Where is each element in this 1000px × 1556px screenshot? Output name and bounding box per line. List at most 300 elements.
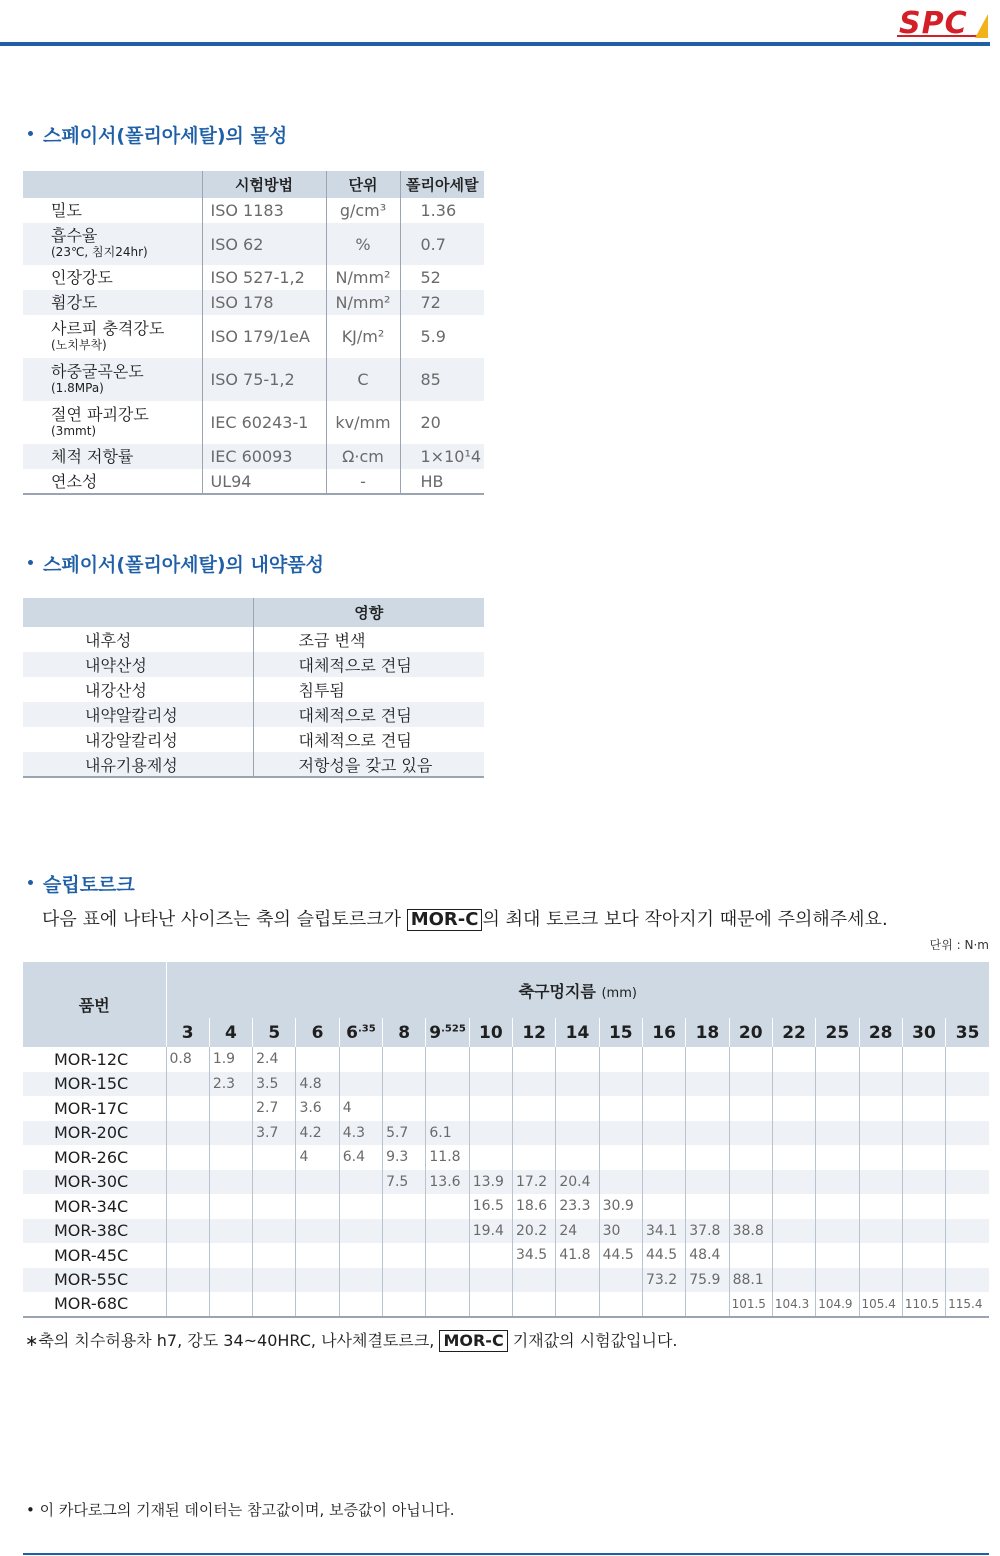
property-name: 밀도 <box>51 201 82 220</box>
torque-value <box>296 1170 339 1195</box>
torque-value <box>426 1072 469 1097</box>
property-name: 연소성 <box>51 471 98 491</box>
torque-value <box>513 1121 556 1146</box>
torque-value: 101.5 <box>729 1292 772 1317</box>
size-header <box>772 1018 815 1047</box>
torque-value: 38.8 <box>729 1219 772 1244</box>
resistance-type: 내강산성 <box>85 681 147 700</box>
torque-value <box>209 1292 252 1317</box>
torque-value <box>902 1170 945 1195</box>
torque-value <box>469 1096 512 1121</box>
size-label: 5 <box>268 1022 281 1043</box>
size-label: 3 <box>181 1022 194 1043</box>
property-value: 5.9 <box>400 315 484 358</box>
unit-value: kv/mm <box>326 401 400 444</box>
unit-value: - <box>326 469 400 494</box>
properties-table <box>23 171 484 495</box>
section-title-properties <box>28 121 287 148</box>
torque-row <box>23 1219 989 1244</box>
torque-value <box>729 1194 772 1219</box>
torque-value <box>729 1145 772 1170</box>
torque-value <box>729 1072 772 1097</box>
torque-value <box>253 1268 296 1293</box>
torque-value: 48.4 <box>686 1243 729 1268</box>
size-header <box>642 1018 685 1047</box>
torque-value <box>816 1194 859 1219</box>
torque-value <box>816 1268 859 1293</box>
torque-value <box>729 1096 772 1121</box>
torque-value: 30.9 <box>599 1194 642 1219</box>
property-row <box>23 444 484 469</box>
torque-value <box>729 1047 772 1072</box>
torque-value <box>816 1243 859 1268</box>
torque-value <box>469 1243 512 1268</box>
desc-boxed-model: MOR-C <box>407 909 483 931</box>
torque-value <box>729 1170 772 1195</box>
torque-value <box>166 1072 209 1097</box>
size-label: 10 <box>479 1022 503 1043</box>
torque-value: 18.6 <box>513 1194 556 1219</box>
bullet-icon <box>28 880 33 885</box>
torque-value <box>642 1292 685 1317</box>
torque-value <box>166 1268 209 1293</box>
torque-value <box>166 1121 209 1146</box>
torque-value <box>469 1268 512 1293</box>
torque-value <box>253 1219 296 1244</box>
torque-value <box>469 1292 512 1317</box>
torque-value <box>816 1047 859 1072</box>
torque-value: 17.2 <box>513 1170 556 1195</box>
torque-value <box>816 1072 859 1097</box>
torque-value: 105.4 <box>859 1292 902 1317</box>
torque-row <box>23 1047 989 1072</box>
torque-value <box>772 1047 815 1072</box>
torque-value: 13.9 <box>469 1170 512 1195</box>
resistance-type: 내약산성 <box>23 652 253 677</box>
logo-text: SPC <box>899 6 968 40</box>
torque-value: 37.8 <box>686 1219 729 1244</box>
torque-value <box>383 1292 426 1317</box>
header-unit: 단위 <box>326 171 400 198</box>
torque-value <box>902 1072 945 1097</box>
chemical-row <box>23 702 484 727</box>
torque-value <box>599 1096 642 1121</box>
size-label: 30 <box>912 1022 936 1043</box>
size-header <box>902 1018 945 1047</box>
section-title-text: 스페이서(폴리아세탈)의 내약품성 <box>43 554 324 576</box>
header-rule <box>0 42 990 46</box>
size-header <box>339 1018 382 1047</box>
torque-value <box>513 1096 556 1121</box>
torque-value <box>859 1268 902 1293</box>
product-code: MOR-30C <box>23 1170 166 1195</box>
spc-logo <box>893 2 990 40</box>
torque-value <box>729 1121 772 1146</box>
product-code: MOR-68C <box>23 1292 166 1317</box>
size-header <box>296 1018 339 1047</box>
torque-value <box>772 1170 815 1195</box>
property-name-cell <box>23 315 202 358</box>
torque-value: 4 <box>339 1096 382 1121</box>
resistance-effect: 침투됨 <box>253 677 484 702</box>
torque-value <box>166 1170 209 1195</box>
torque-value <box>946 1121 989 1146</box>
resistance-type: 내유기용제성 <box>23 752 253 777</box>
torque-value <box>339 1219 382 1244</box>
torque-value <box>296 1268 339 1293</box>
size-label: 22 <box>782 1022 806 1043</box>
torque-value <box>859 1170 902 1195</box>
torque-row <box>23 1121 989 1146</box>
footnote-boxed-model: MOR-C <box>439 1330 507 1352</box>
torque-value: 5.7 <box>383 1121 426 1146</box>
torque-value: 3.7 <box>253 1121 296 1146</box>
torque-value <box>946 1072 989 1097</box>
slip-torque-description <box>42 905 888 931</box>
resistance-effect: 대체적으로 견딤 <box>253 702 484 727</box>
torque-value <box>642 1072 685 1097</box>
torque-row <box>23 1243 989 1268</box>
torque-value <box>383 1268 426 1293</box>
torque-value: 4.3 <box>339 1121 382 1146</box>
size-header <box>383 1018 426 1047</box>
torque-value: 2.4 <box>253 1047 296 1072</box>
torque-value <box>253 1145 296 1170</box>
test-method: IEC 60243-1 <box>202 401 326 444</box>
torque-value <box>339 1292 382 1317</box>
size-label: 35 <box>955 1022 980 1043</box>
torque-value <box>209 1121 252 1146</box>
unit-value: N/mm² <box>326 290 400 315</box>
torque-value <box>902 1219 945 1244</box>
property-name: 체적 저항률 <box>51 447 134 466</box>
unit-value: C <box>326 358 400 401</box>
size-header <box>469 1018 512 1047</box>
torque-value: 4.8 <box>296 1072 339 1097</box>
torque-value <box>642 1194 685 1219</box>
size-label: 9 <box>429 1022 442 1043</box>
torque-value: 75.9 <box>686 1268 729 1293</box>
header-product: 품번 <box>23 962 166 1047</box>
size-label: 20 <box>738 1022 763 1043</box>
section-title-text: 스페이서(폴리아세탈)의 물성 <box>43 125 288 147</box>
torque-value <box>599 1121 642 1146</box>
torque-value <box>426 1219 469 1244</box>
torque-value <box>902 1145 945 1170</box>
product-code: MOR-26C <box>54 1147 129 1167</box>
torque-value <box>296 1194 339 1219</box>
property-name: 흡수율 <box>51 226 98 245</box>
size-label: 8 <box>398 1022 411 1043</box>
size-header <box>599 1018 642 1047</box>
torque-row <box>23 1170 989 1195</box>
torque-value <box>772 1243 815 1268</box>
product-code: MOR-45C <box>54 1245 129 1265</box>
torque-value <box>513 1268 556 1293</box>
torque-value: 11.8 <box>426 1145 469 1170</box>
torque-value <box>772 1194 815 1219</box>
chemical-row <box>23 752 484 777</box>
size-fraction: .525 <box>441 1022 466 1034</box>
unit-value: g/cm³ <box>326 198 400 223</box>
torque-value <box>599 1047 642 1072</box>
torque-value: 3.5 <box>253 1072 296 1097</box>
resistance-effect: 저항성을 갖고 있음 <box>253 752 484 777</box>
torque-value: 20.2 <box>513 1219 556 1244</box>
property-row <box>23 315 484 358</box>
torque-value <box>383 1047 426 1072</box>
torque-value <box>339 1243 382 1268</box>
product-code: MOR-38C <box>23 1219 166 1244</box>
torque-value <box>686 1072 729 1097</box>
torque-value <box>599 1145 642 1170</box>
torque-value: 23.3 <box>556 1194 599 1219</box>
property-name-cell <box>23 265 202 290</box>
torque-value: 0.8 <box>166 1047 209 1072</box>
torque-value: 88.1 <box>729 1268 772 1293</box>
test-method: IEC 60093 <box>202 444 326 469</box>
test-method: ISO 75-1,2 <box>202 358 326 401</box>
torque-value <box>859 1145 902 1170</box>
torque-value <box>513 1047 556 1072</box>
unit-label: 단위 : N·m <box>929 938 989 952</box>
torque-row <box>23 1268 989 1293</box>
torque-value <box>556 1145 599 1170</box>
property-condition: (23℃, 침지24hr) <box>51 245 148 259</box>
property-name-cell <box>23 290 202 315</box>
chemical-row <box>23 677 484 702</box>
torque-value <box>772 1219 815 1244</box>
size-label: 28 <box>868 1022 893 1043</box>
property-condition: (노치부착) <box>51 337 107 352</box>
torque-value <box>946 1047 989 1072</box>
torque-value <box>816 1145 859 1170</box>
chemical-row <box>23 727 484 752</box>
desc-text: 다음 표에 나타난 사이즈는 축의 슬립토르크가 <box>42 909 407 930</box>
property-row <box>23 290 484 315</box>
torque-value: 19.4 <box>469 1219 512 1244</box>
unit-value: N/mm² <box>326 265 400 290</box>
header-group-unit: (mm) <box>601 985 637 1001</box>
size-label: 6 <box>311 1022 324 1043</box>
torque-value <box>209 1243 252 1268</box>
property-value: 52 <box>400 265 484 290</box>
torque-value <box>253 1292 296 1317</box>
torque-value <box>253 1170 296 1195</box>
torque-value <box>902 1243 945 1268</box>
size-header <box>209 1018 252 1047</box>
disclaimer-notice: • 이 카다로그의 기재된 데이터는 참고값이며, 보증값이 아닙니다. <box>26 1501 455 1519</box>
torque-value: 9.3 <box>383 1145 426 1170</box>
size-header <box>729 1018 772 1047</box>
bullet-icon <box>28 131 33 136</box>
torque-value <box>816 1121 859 1146</box>
torque-value: 24 <box>556 1219 599 1244</box>
torque-value <box>426 1268 469 1293</box>
torque-value <box>339 1170 382 1195</box>
torque-value: 16.5 <box>469 1194 512 1219</box>
size-header-row <box>23 1018 989 1047</box>
torque-value <box>729 1243 772 1268</box>
torque-value <box>686 1145 729 1170</box>
size-header <box>816 1018 859 1047</box>
torque-value: 2.3 <box>209 1072 252 1097</box>
torque-value <box>166 1243 209 1268</box>
header-method: 시험방법 <box>202 171 326 198</box>
product-code: MOR-17C <box>54 1098 129 1118</box>
torque-value <box>426 1243 469 1268</box>
torque-value: 4 <box>296 1145 339 1170</box>
torque-value <box>556 1121 599 1146</box>
header-effect: 영향 <box>253 598 484 627</box>
torque-value <box>556 1047 599 1072</box>
resistance-effect: 대체적으로 견딤 <box>253 652 484 677</box>
torque-value <box>383 1096 426 1121</box>
torque-value <box>946 1145 989 1170</box>
property-name: 절연 파괴강도 <box>51 404 149 424</box>
torque-value <box>209 1145 252 1170</box>
torque-value: 73.2 <box>642 1268 685 1293</box>
property-name-cell <box>23 358 202 401</box>
torque-value <box>296 1219 339 1244</box>
test-method: ISO 527-1,2 <box>202 265 326 290</box>
torque-value <box>296 1243 339 1268</box>
property-row <box>23 401 484 444</box>
torque-value <box>859 1194 902 1219</box>
torque-value <box>339 1268 382 1293</box>
property-row <box>23 469 484 494</box>
test-method: ISO 62 <box>202 223 326 265</box>
section-title-text: 슬립토르크 <box>43 874 135 896</box>
torque-value <box>772 1145 815 1170</box>
chemical-row <box>23 627 484 652</box>
resistance-effect: 대체적으로 견딤 <box>253 727 484 752</box>
torque-value: 6.4 <box>339 1145 382 1170</box>
property-name: 휨강도 <box>51 293 98 312</box>
torque-value <box>296 1047 339 1072</box>
properties-body <box>23 198 484 494</box>
torque-value <box>556 1096 599 1121</box>
size-label: 16 <box>652 1022 676 1043</box>
property-name-cell <box>23 401 202 444</box>
torque-value <box>772 1268 815 1293</box>
footnote <box>25 1328 678 1352</box>
torque-value <box>209 1219 252 1244</box>
torque-value <box>642 1170 685 1195</box>
property-name: 사르피 충격강도 <box>51 318 165 338</box>
header-material: 폴리아세탈 <box>400 171 484 198</box>
torque-value <box>469 1047 512 1072</box>
torque-value <box>469 1072 512 1097</box>
section-title-slip-torque <box>28 870 135 897</box>
torque-value <box>166 1145 209 1170</box>
property-value: 20 <box>400 401 484 444</box>
torque-value <box>556 1292 599 1317</box>
resistance-type: 내강알칼리성 <box>85 731 178 750</box>
torque-value <box>686 1121 729 1146</box>
torque-value <box>253 1194 296 1219</box>
footnote-text: ∗축의 치수허용차 h7, 강도 34~40HRC, 나사체결토르크, <box>25 1331 440 1350</box>
torque-value: 34.5 <box>513 1243 556 1268</box>
product-code: MOR-12C <box>54 1049 129 1069</box>
torque-value <box>816 1170 859 1195</box>
torque-value <box>686 1047 729 1072</box>
header-group-label: 축구멍지름 <box>518 981 596 1001</box>
torque-value <box>772 1096 815 1121</box>
test-method: ISO 1183 <box>202 198 326 223</box>
torque-value <box>513 1292 556 1317</box>
torque-value <box>166 1194 209 1219</box>
torque-value <box>339 1194 382 1219</box>
torque-value <box>209 1170 252 1195</box>
torque-row <box>23 1194 989 1219</box>
property-row <box>23 223 484 265</box>
property-name-cell <box>23 198 202 223</box>
torque-value <box>859 1219 902 1244</box>
property-row <box>23 358 484 401</box>
torque-value <box>772 1121 815 1146</box>
slip-torque-table <box>23 962 989 1318</box>
torque-value <box>642 1096 685 1121</box>
torque-value <box>253 1243 296 1268</box>
test-method: ISO 178 <box>202 290 326 315</box>
property-row <box>23 265 484 290</box>
size-header <box>686 1018 729 1047</box>
property-name: 인장강도 <box>51 268 113 287</box>
size-header <box>513 1018 556 1047</box>
resistance-type: 내약알칼리성 <box>23 702 253 727</box>
size-header <box>859 1018 902 1047</box>
torque-value <box>772 1072 815 1097</box>
torque-value: 1.9 <box>209 1047 252 1072</box>
chemical-body <box>23 627 484 777</box>
section-title-chemical <box>28 550 324 577</box>
torque-value <box>686 1096 729 1121</box>
torque-value: 110.5 <box>902 1292 945 1317</box>
property-value: 85 <box>400 358 484 401</box>
torque-value <box>513 1145 556 1170</box>
torque-value <box>686 1292 729 1317</box>
product-code: MOR-55C <box>23 1268 166 1293</box>
torque-value <box>642 1047 685 1072</box>
torque-value <box>209 1096 252 1121</box>
torque-value <box>296 1292 339 1317</box>
torque-value <box>946 1219 989 1244</box>
torque-value <box>642 1145 685 1170</box>
torque-value <box>946 1243 989 1268</box>
size-label: 15 <box>608 1022 633 1043</box>
torque-value: 2.7 <box>253 1096 296 1121</box>
torque-value <box>902 1047 945 1072</box>
torque-value <box>946 1170 989 1195</box>
property-name: 하중굴곡온도 <box>51 361 144 381</box>
size-label: 25 <box>825 1022 850 1043</box>
torque-value <box>556 1268 599 1293</box>
torque-value <box>166 1096 209 1121</box>
torque-value <box>513 1072 556 1097</box>
resistance-type: 내후성 <box>85 631 132 650</box>
size-label: 12 <box>522 1022 546 1043</box>
torque-value <box>859 1243 902 1268</box>
torque-value <box>859 1047 902 1072</box>
torque-row <box>23 1145 989 1170</box>
product-code: MOR-34C <box>54 1196 129 1216</box>
size-label: 18 <box>695 1022 720 1043</box>
torque-value <box>383 1243 426 1268</box>
torque-value <box>902 1268 945 1293</box>
torque-value <box>383 1219 426 1244</box>
torque-value: 3.6 <box>296 1096 339 1121</box>
